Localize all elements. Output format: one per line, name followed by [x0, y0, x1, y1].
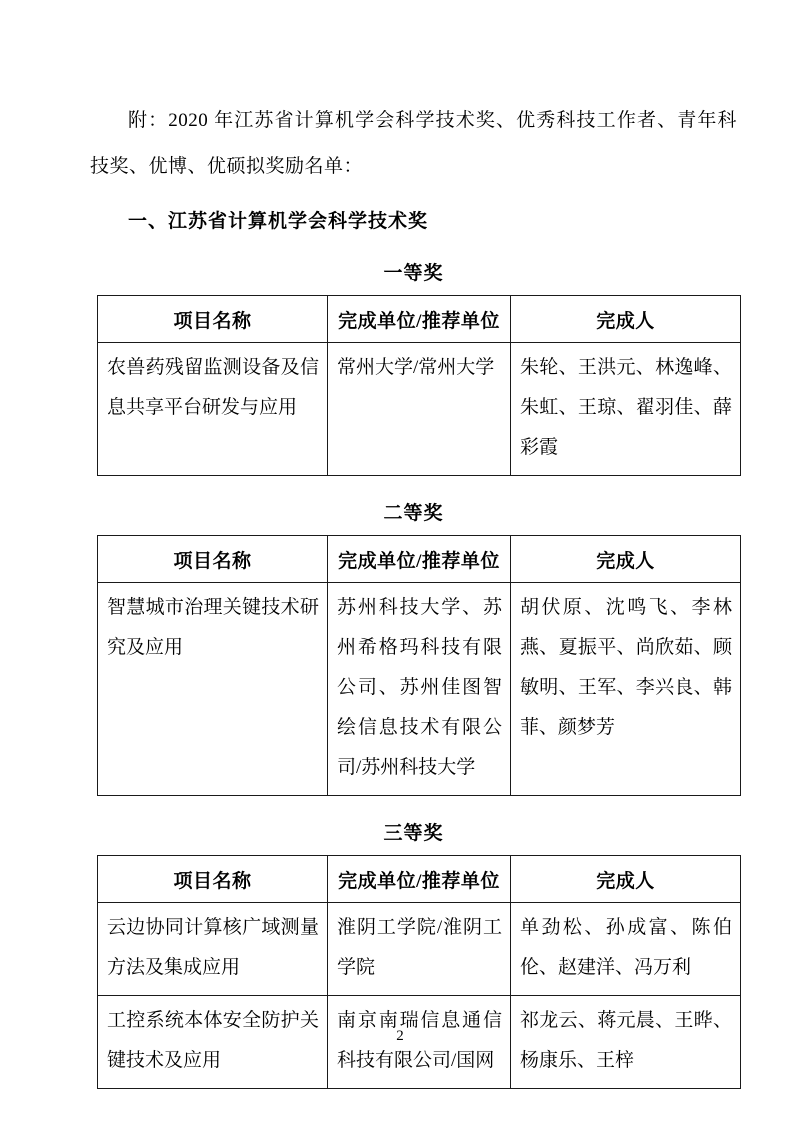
table-header-row: [98, 296, 741, 343]
table-row: [98, 903, 741, 996]
cell-people: 单劲松、孙成富、陈伯伦、赵建洋、冯万利: [511, 903, 741, 996]
cell-project-name: 智慧城市治理关键技术研究及应用: [98, 583, 328, 796]
col-header-project-name: 项目名称: [98, 856, 328, 903]
award-tier-title-third: 三等奖: [383, 823, 444, 844]
cell-people: 朱轮、王洪元、林逸峰、朱虹、王琼、翟羽佳、薛彩霞: [511, 343, 741, 476]
award-table-first-prize: [97, 295, 741, 476]
cell-project-name: 农兽药残留监测设备及信息共享平台研发与应用: [98, 343, 328, 476]
award-table-second-prize: [97, 535, 741, 796]
award-tier-title-first: 一等奖: [383, 263, 444, 284]
col-header-project-name: 项目名称: [98, 536, 328, 583]
award-tier-title-second: 二等奖: [383, 503, 444, 524]
col-header-people: 完成人: [511, 296, 741, 343]
cell-project-name: 云边协同计算核广域测量方法及集成应用: [98, 903, 328, 996]
page-number: 2: [396, 1028, 404, 1044]
award-table-third-prize: [97, 855, 741, 1089]
table-header-row: [98, 856, 741, 903]
cell-people: 胡伏原、沈鸣飞、李林燕、夏振平、尚欣茹、顾敏明、王军、李兴良、韩菲、颜梦芳: [511, 583, 741, 796]
intro-paragraph: 附：2020 年江苏省计算机学会科学技术奖、优秀科技工作者、青年科技奖、优博、优硕拟奖励名单：: [90, 110, 737, 177]
col-header-people: 完成人: [511, 856, 741, 903]
table-row: [98, 583, 741, 796]
cell-people: 祁龙云、蒋元晨、王晔、杨康乐、王梓: [511, 996, 741, 1089]
section-heading: 一、江苏省计算机学会科学技术奖: [128, 211, 429, 232]
cell-unit: 南京南瑞信息通信科技有限公司/国网: [328, 996, 511, 1089]
col-header-unit: 完成单位/推荐单位: [328, 856, 511, 903]
cell-unit: 淮阴工学院/淮阴工学院: [328, 903, 511, 996]
cell-unit: 常州大学/常州大学: [328, 343, 511, 476]
cell-unit: 苏州科技大学、苏州希格玛科技有限公司、苏州佳图智绘信息技术有限公司/苏州科技大学: [328, 583, 511, 796]
col-header-people: 完成人: [511, 536, 741, 583]
col-header-project-name: 项目名称: [98, 296, 328, 343]
col-header-unit: 完成单位/推荐单位: [328, 536, 511, 583]
cell-project-name: 工控系统本体安全防护关键技术及应用: [98, 996, 328, 1089]
col-header-unit: 完成单位/推荐单位: [328, 296, 511, 343]
table-row: [98, 343, 741, 476]
table-header-row: [98, 536, 741, 583]
